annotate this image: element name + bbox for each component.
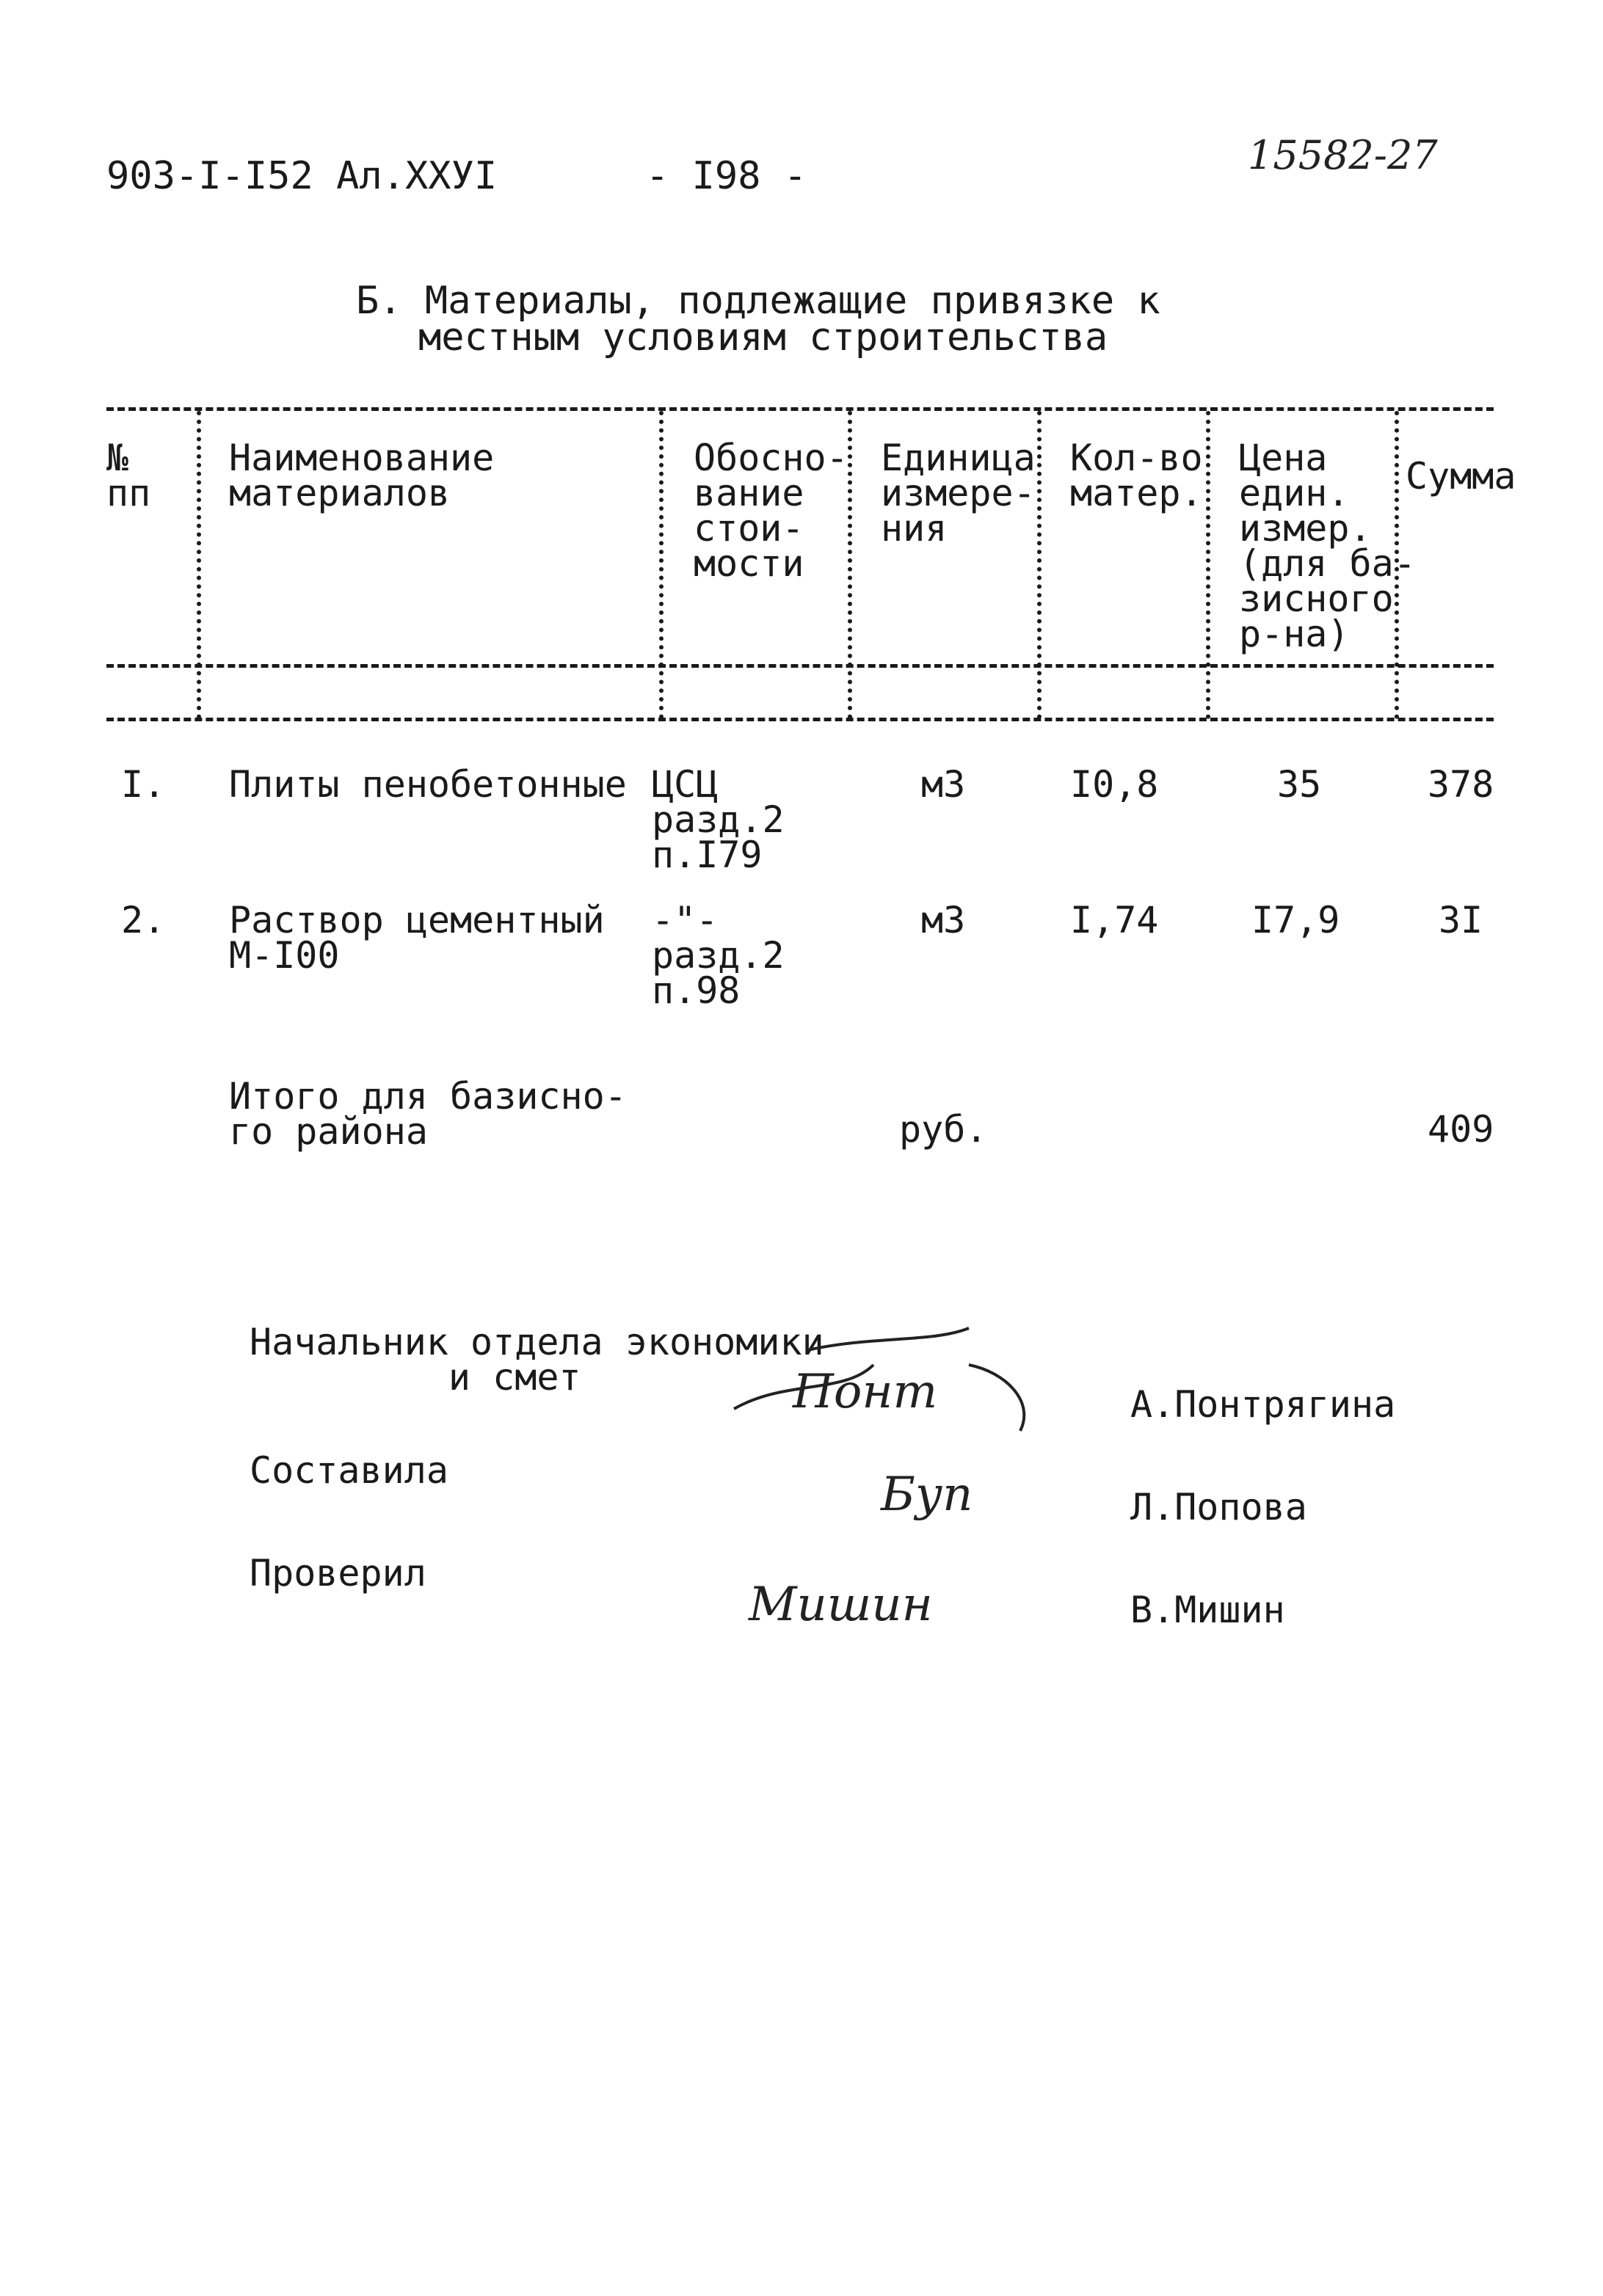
signer-name-head: А.Понтрягина [1130, 1383, 1396, 1426]
row-basis: ЦСЦ разд.2 п.I79 [652, 763, 785, 876]
total-sum: 409 [1428, 1108, 1494, 1151]
col-header-unit: Единица измере- ния [881, 437, 1036, 550]
col-header-basis: Обосно- вание стои- мости [694, 437, 848, 585]
handwritten-signature: Мишин [749, 1578, 933, 1632]
col-header-num: № пп [106, 437, 151, 514]
document-code: 903-I-I52 Ал.XXУI [106, 154, 498, 198]
row-num: 2. [121, 899, 166, 941]
row-basis: -"- разд.2 п.98 [652, 899, 785, 1012]
section-title-line2: местным условиям строительства [418, 316, 1108, 360]
col-separator-3 [848, 411, 852, 719]
signer-role-head: Начальник отдела экономики и смет [250, 1321, 824, 1399]
page-number: - I98 - [646, 154, 807, 198]
row-unit: м3 [921, 899, 966, 941]
col-header-price: Цена един. измер. (для ба- зисного р-на) [1239, 437, 1416, 655]
row-unit: м3 [921, 763, 966, 806]
archive-stamp: 15582-27 [1248, 132, 1438, 178]
row-name: Плиты пенобетонные [229, 763, 627, 806]
signer-name-checker: В.Мишин [1130, 1589, 1285, 1631]
row-name: Раствор цементный М-I00 [229, 899, 605, 977]
col-separator-2 [659, 411, 664, 719]
total-label: Итого для базисно- го района [229, 1075, 627, 1153]
signature-stroke [727, 1321, 1050, 1468]
col-separator-4 [1037, 411, 1042, 719]
col-separator-5 [1206, 411, 1210, 719]
table-header-rule-2 [106, 718, 1494, 721]
col-header-qty: Кол-во матер. [1070, 437, 1203, 514]
signer-role-compiler: Составила [250, 1449, 448, 1492]
signer-role-checker: Проверил [250, 1552, 426, 1595]
row-qty: I,74 [1070, 899, 1159, 941]
row-sum: 3I [1439, 899, 1483, 941]
col-separator-1 [197, 411, 201, 719]
row-price: 35 [1277, 763, 1322, 806]
row-num: I. [121, 763, 166, 806]
col-header-name: Наименование материалов [229, 437, 495, 514]
signer-name-compiler: Л.Попова [1130, 1486, 1307, 1528]
row-price: I7,9 [1251, 899, 1340, 941]
row-sum: 378 [1428, 763, 1494, 806]
table-top-rule [106, 407, 1494, 411]
handwritten-signature: Понт [793, 1365, 938, 1419]
handwritten-signature: Буп [881, 1468, 973, 1522]
total-unit: руб. [899, 1108, 988, 1151]
table-header-rule [106, 664, 1494, 668]
section-title-line1: Б. Материалы, подлежащие привязке к [356, 279, 1160, 323]
col-header-sum: Сумма [1406, 455, 1516, 498]
row-qty: I0,8 [1070, 763, 1159, 806]
